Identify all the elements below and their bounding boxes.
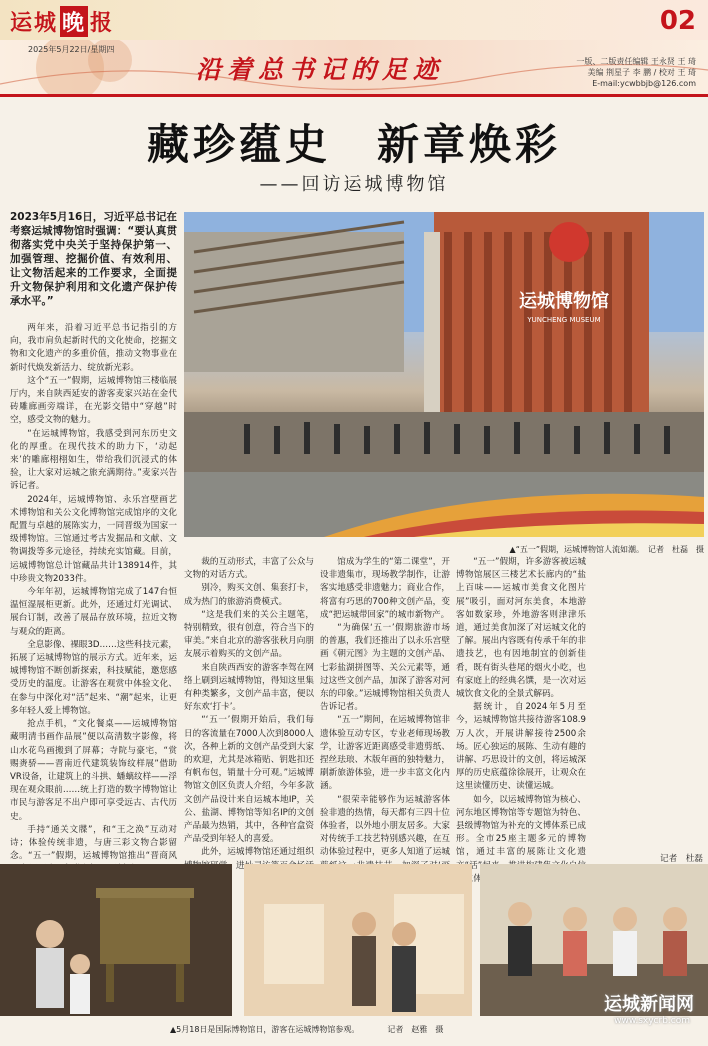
- article-paragraph: “五一”期间，在运城博物馆非遗体验互动专区，专业老师现场教学，让游客近距离感受非遗剪纸、捏丝珐琅、木版年画的独特魅力，刷新旅游体验，进一步丰富文化内涵。: [320, 715, 450, 792]
- article-paragraph: 此外，运城博物馆还通过组织 、进: [201, 847, 314, 871]
- article-paragraph: 手持“通关文牒”，和“王之涣”互动对诗；体验传统非遗，与唐三彩文物合影留念。“五一”假期，运城博物馆推出“晋商风: [10, 824, 177, 862]
- article-lead: 2023年5月16日，习近平总书记在考察运城博物馆时强调：“要认真贯彻落实党中央关于坚持保护第一、加强管理、挖掘价值、有效利用、让文物活起来的工作要求，全面提升文物保护利用和文化遗产保护传承水平。”: [10, 211, 177, 307]
- article-paragraph: 全息影像、裸眼3D……这些科技元素，拓展了运城博物馆的展示方式。近年来，运城博物馆不断创新探索，科技赋能，邀您感受历史的温度。让游客在观赏中体验文化、在参与中深化对“活”起来、“潮”起来，让更多年轻人爱上博物馆。: [10, 639, 177, 716]
- museum-sign-text: 运城博物馆: [519, 291, 609, 312]
- bottom-photo-visitors-exhibits: [244, 864, 472, 1016]
- logo-text-box: 晚: [60, 6, 88, 37]
- bottom-photo-caption: ▲5月18日是国际博物馆日，游客在运城博物馆参观。 记者 赵雅 摄: [170, 1025, 444, 1034]
- newspaper-logo: [10, 6, 114, 37]
- museum-exterior-illustration: [184, 212, 704, 537]
- designer-credit-line: 美编 荆星子 李 鹏 / 校对 王 琦: [587, 68, 696, 77]
- page-number: 02: [659, 6, 696, 36]
- museum-sign-english: YUNCHENG MUSEUM: [527, 316, 601, 324]
- article-column-2: [184, 556, 314, 871]
- article-column-4: [456, 556, 586, 884]
- article-paragraph: 这个“五一”假期，运城博物馆三楼临展厅内，来自陕西延安的游客麦家兴站在金代砖雕廊画旁端详，在光影交错中“穿越”时空，感受文物的魅力。: [10, 375, 177, 426]
- article-paragraph: 两年来，沿着习近平总书记指引的方向，我市肩负起新时代的文化使命，挖掘文物和文化遗产的多重价值，推动文物事业在新时代焕发新活力、绽放新光彩。: [10, 323, 177, 373]
- article-headline: 藏珍蕴史 新章焕彩: [146, 120, 561, 169]
- banner-title: 沿着总书记的足迹: [196, 55, 445, 84]
- watermark-site-name: 运城新闻网: [604, 994, 694, 1015]
- logo-text-part1: 运城: [10, 11, 59, 36]
- main-photo-caption: ▲“五一”假期，运城博物馆人流如潮。 记者 杜磊 摄: [509, 545, 704, 554]
- article-paragraph: “五一”假期，许多游客被运城博物馆展区三楼艺术长廊内的“盐上百味——运城市美食文化图片展”吸引，面对河东美食，本地游客如数家珍，外地游客则津津乐道，通过美食加深了对运城文化的了解。展出内容既有传承千年的非遗技艺，也有因地制宜的创新佳肴，既有街头巷尾的烟火小吃，也有家庭上的经典名馔，是一次对运城饮食文化的全景式解码。: [456, 557, 586, 700]
- editor-credits: [556, 56, 696, 89]
- article-paragraph: 馆成为学生的“第二课堂”，开设非遗集市，现场教学制作，让游客实地感受非遗魅力；商业合作，将富有巧思的700种文创产品，变成“把运城带回家”的城市新物产。: [320, 557, 450, 620]
- visitors-exhibits-illustration: [244, 864, 472, 1016]
- article-column-1: [10, 322, 177, 862]
- article-paragraph: 来自陕西西安的游客李驾在网络上刷到运城博物馆，得知这里集有种类繁多，文创产品丰富，便以好东欢‘打卡’。: [184, 662, 314, 713]
- article-paragraph: 据统计，自2024年5月至今，运城博物馆共接待游客108.9万人次，开展讲解接待2500余场。匠心独运的展陈、生动有趣的讲解、巧思设计的文创，将运城深厚的历史底蕴徐徐展开，让观众在这里读懂历史、读懂运城。: [456, 702, 586, 792]
- article-paragraph: 今年年初，运城博物馆完成了147台恒温恒湿展柜更新。此外，还通过灯光调试、展台订制，改善了展品存放环境，拉近文物与观众的距离。: [10, 587, 177, 637]
- article-paragraph: 如今，以运城博物馆为核心、河东地区博物馆等专题馆为特色、县级博物馆为补充的文博体系已成形。全市25座主题多元的博物馆，通过丰富的展陈让文化遗 “活” 立体: [456, 794, 586, 884]
- article-paragraph: “很荣幸能够作为运城游客体验非遗的热情，每天都有三四十位体验者，以外地小朋友居多。大家对传统手工技艺特别感兴趣，在互动体验过程中，更多人知道了运城: [320, 794, 450, 858]
- article-paragraph: “‘五一’假期开始后，我们每日的客流量在7000人次到8000人次，各种上新的文创产品受到大家的欢迎，尤其是冰箱贴、钥匙扣还有帆布包，销量十分可观。”运城博物馆文创区负责人介绍，今年多款文创产品设计来自运城本地IP，关公、盐湖、博物馆等知名IP的文创产品最为热销，其中，各种官盒资产品受到年轻人的喜爱。: [184, 715, 314, 845]
- bronze-vessel-illustration: [0, 864, 232, 1016]
- editor-credit-line: 一版、二版责任编辑 王永贤 王 琦: [576, 57, 696, 66]
- bottom-photo-bronze-vessel: [0, 864, 232, 1016]
- article-paragraph: 别冷，购买文创、集套打卡，成为热门的旅游消费模式。: [184, 583, 314, 607]
- watermark-url: www.sxycrb.com: [614, 1016, 690, 1026]
- article-paragraph: 裁的互动形式，丰富了公众与文物的对话方式。: [184, 557, 314, 581]
- article-paragraph: “为确保‘五一’假期旅游市场的普惠，我们还推出了以永乐宫壁画《朝元图》为主题的文创产品、七彩盐湖拼图等、关公元素等，通过这些文创产品，加深了游客对河东的印象。”运城博物馆相关负责人告诉记者。: [320, 623, 450, 713]
- masthead: [0, 0, 708, 98]
- article-column-3: [320, 556, 450, 856]
- logo-text-part2: 报: [90, 11, 115, 36]
- issue-date: 2025年5月22日/星期四: [28, 45, 115, 54]
- article-byline: 记者 杜磊: [660, 854, 703, 864]
- main-photo-museum-crowd: [184, 212, 704, 537]
- site-watermark: [530, 990, 700, 1042]
- article-paragraph: 2024年，运城博物馆、永乐宫壁画艺术博物馆和关公文化博物馆完成馆序的文化配置与卓越的展陈实力，一同晋级为国家一级博物馆。三馆通过考古发掘品和文献、文物调拨等多元途径，持续充实馆藏。目前，运城博物馆总计馆藏品共计138914件，其中珍贵文物2033件。: [10, 494, 177, 584]
- masthead-divider: [0, 94, 708, 97]
- article-paragraph: “在运城博物馆，我感受到河东历史文化的厚重。在现代技术的助力下，‘动起来’的雕廊栩栩如生，带给我们沉浸式的体验，让大家对运城之旅充满期待。”麦家兴告诉记者。: [10, 428, 177, 492]
- article-paragraph: “这是我们来的关公主题笔，特别精致，很有创意，符合当下的审美。”来自北京的游客张秋月向朋友展示着购买的文创产品。: [184, 609, 314, 660]
- article-paragraph: 抢点手机，“文化餐桌——运城博物馆藏明清书画作品展”便以高清数字影像，将山水花鸟画搬到了屏幕；寺院与豪宅，“赏赐赉骄——晋南近代建筑装饰纹样展”借助VR设备，让建筑上的斗拱、蟠螭纹样——浮现在观众眼前……统上打造的数字博物馆让市民与游客足不出户即可享受远古、古代历史。: [10, 719, 177, 822]
- article-subheadline: ——回访运城博物馆: [259, 174, 449, 195]
- editor-email: E-mail:ycwbbjb@126.com: [592, 79, 696, 88]
